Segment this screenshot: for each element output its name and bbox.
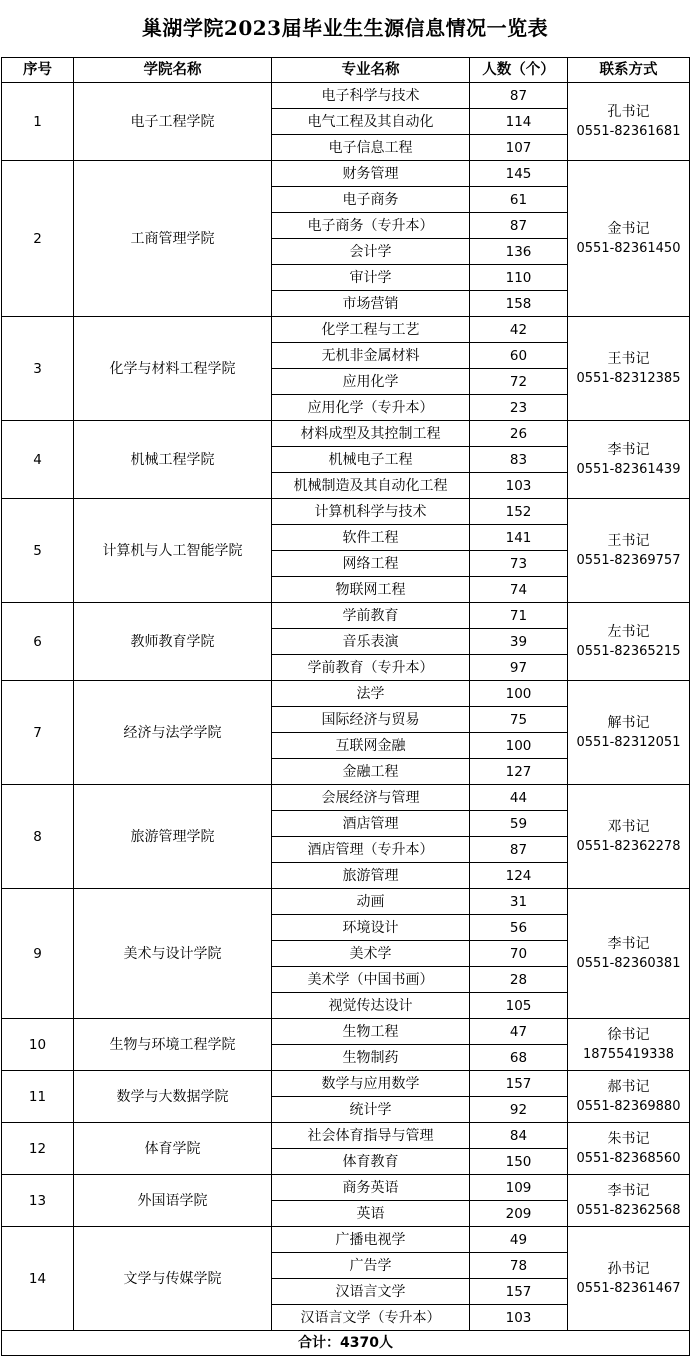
major-name-cell: 动画 — [272, 889, 470, 915]
major-name-cell: 生物工程 — [272, 1019, 470, 1045]
contact-cell — [568, 1227, 690, 1331]
contact-name: 左书记 — [607, 623, 650, 640]
college-index-cell: 6 — [2, 603, 74, 681]
student-count-cell: 26 — [470, 421, 568, 447]
major-name-cell: 法学 — [272, 681, 470, 707]
contact-cell — [568, 317, 690, 421]
major-name-cell: 市场营销 — [272, 291, 470, 317]
major-name-cell: 应用化学（专升本） — [272, 395, 470, 421]
major-name-cell: 电子商务 — [272, 187, 470, 213]
major-name-cell: 学前教育 — [272, 603, 470, 629]
student-count-cell: 109 — [470, 1175, 568, 1201]
contact-name: 李书记 — [607, 1182, 650, 1199]
college-name-cell: 计算机与人工智能学院 — [74, 499, 272, 603]
student-count-cell: 127 — [470, 759, 568, 785]
contact-name: 王书记 — [607, 350, 650, 367]
student-count-cell: 84 — [470, 1123, 568, 1149]
student-count-cell: 47 — [470, 1019, 568, 1045]
major-name-cell: 计算机科学与技术 — [272, 499, 470, 525]
major-name-cell: 网络工程 — [272, 551, 470, 577]
college-name-cell: 电子工程学院 — [74, 83, 272, 161]
contact-cell — [568, 83, 690, 161]
college-index-cell: 1 — [2, 83, 74, 161]
college-index-cell: 10 — [2, 1019, 74, 1071]
contact-phone: 0551-82369880 — [576, 1098, 681, 1114]
table-row — [2, 603, 690, 629]
student-count-cell: 42 — [470, 317, 568, 343]
header-major: 专业名称 — [272, 58, 470, 83]
major-name-cell: 生物制药 — [272, 1045, 470, 1071]
contact-cell — [568, 1175, 690, 1227]
contact-name: 邓书记 — [607, 818, 650, 835]
table-row — [2, 681, 690, 707]
major-name-cell: 化学工程与工艺 — [272, 317, 470, 343]
student-count-cell: 150 — [470, 1149, 568, 1175]
table-row — [2, 83, 690, 109]
contact-name: 李书记 — [607, 935, 650, 952]
contact-name: 李书记 — [607, 441, 650, 458]
college-name-cell: 经济与法学学院 — [74, 681, 272, 785]
major-name-cell: 电子科学与技术 — [272, 83, 470, 109]
major-name-cell: 软件工程 — [272, 525, 470, 551]
contact-phone: 0551-82312385 — [576, 370, 681, 386]
major-name-cell: 旅游管理 — [272, 863, 470, 889]
student-count-cell: 31 — [470, 889, 568, 915]
student-count-cell: 83 — [470, 447, 568, 473]
college-name-cell: 生物与环境工程学院 — [74, 1019, 272, 1071]
student-count-cell: 152 — [470, 499, 568, 525]
contact-cell — [568, 1123, 690, 1175]
contact-name: 朱书记 — [607, 1130, 650, 1147]
student-count-cell: 209 — [470, 1201, 568, 1227]
student-count-cell: 103 — [470, 473, 568, 499]
major-name-cell: 电子信息工程 — [272, 135, 470, 161]
student-count-cell: 110 — [470, 265, 568, 291]
college-index-cell: 4 — [2, 421, 74, 499]
student-count-cell: 92 — [470, 1097, 568, 1123]
college-name-cell: 工商管理学院 — [74, 161, 272, 317]
student-count-cell: 114 — [470, 109, 568, 135]
major-name-cell: 环境设计 — [272, 915, 470, 941]
student-count-cell: 100 — [470, 733, 568, 759]
contact-phone: 0551-82362568 — [576, 1202, 681, 1218]
contact-cell — [568, 889, 690, 1019]
contact-name: 孔书记 — [607, 103, 650, 120]
major-name-cell: 会展经济与管理 — [272, 785, 470, 811]
contact-cell — [568, 681, 690, 785]
major-name-cell: 应用化学 — [272, 369, 470, 395]
student-count-cell: 44 — [470, 785, 568, 811]
student-count-cell: 100 — [470, 681, 568, 707]
major-name-cell: 酒店管理 — [272, 811, 470, 837]
major-name-cell: 汉语言文学（专升本） — [272, 1305, 470, 1331]
student-count-cell: 60 — [470, 343, 568, 369]
student-count-cell: 158 — [470, 291, 568, 317]
student-count-cell: 61 — [470, 187, 568, 213]
contact-name: 金书记 — [607, 220, 650, 237]
major-name-cell: 美术学 — [272, 941, 470, 967]
major-name-cell: 商务英语 — [272, 1175, 470, 1201]
table-body — [2, 83, 690, 1331]
college-index-cell: 12 — [2, 1123, 74, 1175]
table-row — [2, 317, 690, 343]
student-count-cell: 23 — [470, 395, 568, 421]
total-row — [2, 1331, 690, 1356]
college-index-cell: 5 — [2, 499, 74, 603]
major-name-cell: 机械电子工程 — [272, 447, 470, 473]
table-row — [2, 785, 690, 811]
college-name-cell: 机械工程学院 — [74, 421, 272, 499]
student-count-cell: 124 — [470, 863, 568, 889]
major-name-cell: 物联网工程 — [272, 577, 470, 603]
major-name-cell: 社会体育指导与管理 — [272, 1123, 470, 1149]
college-index-cell: 3 — [2, 317, 74, 421]
major-name-cell: 互联网金融 — [272, 733, 470, 759]
header-row — [2, 58, 690, 83]
major-name-cell: 电气工程及其自动化 — [272, 109, 470, 135]
page-title: 巢湖学院2023届毕业生生源信息情况一览表 — [141, 16, 549, 40]
header-contact: 联系方式 — [568, 58, 690, 83]
contact-phone: 0551-82365215 — [576, 643, 681, 659]
student-count-cell: 107 — [470, 135, 568, 161]
college-name-cell: 文学与传媒学院 — [74, 1227, 272, 1331]
table-row — [2, 1071, 690, 1097]
table-row — [2, 889, 690, 915]
contact-phone: 0551-82361439 — [576, 461, 681, 477]
major-name-cell: 数学与应用数学 — [272, 1071, 470, 1097]
student-count-cell: 71 — [470, 603, 568, 629]
table-row — [2, 421, 690, 447]
table-row — [2, 499, 690, 525]
major-name-cell: 美术学（中国书画） — [272, 967, 470, 993]
student-count-cell: 39 — [470, 629, 568, 655]
student-count-cell: 70 — [470, 941, 568, 967]
contact-cell — [568, 1019, 690, 1071]
header-index: 序号 — [2, 58, 74, 83]
college-index-cell: 13 — [2, 1175, 74, 1227]
college-name-cell: 数学与大数据学院 — [74, 1071, 272, 1123]
major-name-cell: 机械制造及其自动化工程 — [272, 473, 470, 499]
college-name-cell: 外国语学院 — [74, 1175, 272, 1227]
contact-phone: 18755419338 — [583, 1046, 674, 1062]
college-index-cell: 7 — [2, 681, 74, 785]
student-count-cell: 87 — [470, 213, 568, 239]
college-name-cell: 教师教育学院 — [74, 603, 272, 681]
header-college: 学院名称 — [74, 58, 272, 83]
header-count: 人数（个） — [470, 58, 568, 83]
major-name-cell: 英语 — [272, 1201, 470, 1227]
contact-phone: 0551-82369757 — [576, 552, 681, 568]
student-count-cell: 59 — [470, 811, 568, 837]
contact-cell — [568, 161, 690, 317]
major-name-cell: 汉语言文学 — [272, 1279, 470, 1305]
student-count-cell: 145 — [470, 161, 568, 187]
contact-phone: 0551-82361681 — [576, 123, 681, 139]
student-count-cell: 97 — [470, 655, 568, 681]
major-name-cell: 金融工程 — [272, 759, 470, 785]
contact-cell — [568, 785, 690, 889]
college-name-cell: 体育学院 — [74, 1123, 272, 1175]
major-name-cell: 体育教育 — [272, 1149, 470, 1175]
student-count-cell: 49 — [470, 1227, 568, 1253]
student-count-cell: 105 — [470, 993, 568, 1019]
major-name-cell: 国际经济与贸易 — [272, 707, 470, 733]
college-name-cell: 化学与材料工程学院 — [74, 317, 272, 421]
major-name-cell: 会计学 — [272, 239, 470, 265]
student-count-cell: 74 — [470, 577, 568, 603]
student-count-cell: 78 — [470, 1253, 568, 1279]
major-name-cell: 广告学 — [272, 1253, 470, 1279]
college-index-cell: 9 — [2, 889, 74, 1019]
student-count-cell: 141 — [470, 525, 568, 551]
student-count-cell: 157 — [470, 1071, 568, 1097]
contact-name: 孙书记 — [607, 1260, 650, 1277]
contact-cell — [568, 1071, 690, 1123]
college-index-cell: 8 — [2, 785, 74, 889]
contact-phone: 0551-82361467 — [576, 1280, 681, 1296]
major-name-cell: 无机非金属材料 — [272, 343, 470, 369]
contact-cell — [568, 499, 690, 603]
student-count-cell: 103 — [470, 1305, 568, 1331]
contact-phone: 0551-82361450 — [576, 240, 681, 256]
major-name-cell: 音乐表演 — [272, 629, 470, 655]
major-name-cell: 视觉传达设计 — [272, 993, 470, 1019]
student-count-cell: 73 — [470, 551, 568, 577]
major-name-cell: 统计学 — [272, 1097, 470, 1123]
contact-name: 徐书记 — [607, 1026, 650, 1043]
major-name-cell: 审计学 — [272, 265, 470, 291]
student-count-cell: 75 — [470, 707, 568, 733]
table-row — [2, 1227, 690, 1253]
contact-cell — [568, 603, 690, 681]
major-name-cell: 酒店管理（专升本） — [272, 837, 470, 863]
table-row — [2, 1123, 690, 1149]
major-name-cell: 广播电视学 — [272, 1227, 470, 1253]
college-name-cell: 美术与设计学院 — [74, 889, 272, 1019]
student-count-cell: 72 — [470, 369, 568, 395]
table-row — [2, 1175, 690, 1201]
contact-phone: 0551-82312051 — [576, 734, 681, 750]
graduate-table — [1, 57, 690, 1356]
student-count-cell: 56 — [470, 915, 568, 941]
major-name-cell: 财务管理 — [272, 161, 470, 187]
college-index-cell: 11 — [2, 1071, 74, 1123]
student-count-cell: 157 — [470, 1279, 568, 1305]
college-name-cell: 旅游管理学院 — [74, 785, 272, 889]
contact-name: 解书记 — [607, 714, 650, 731]
contact-name: 王书记 — [607, 532, 650, 549]
college-index-cell: 2 — [2, 161, 74, 317]
table-row — [2, 161, 690, 187]
contact-phone: 0551-82360381 — [576, 955, 681, 971]
student-count-cell: 87 — [470, 837, 568, 863]
contact-phone: 0551-82368560 — [576, 1150, 681, 1166]
major-name-cell: 材料成型及其控制工程 — [272, 421, 470, 447]
student-count-cell: 68 — [470, 1045, 568, 1071]
total-cell: 合计：4370人 — [2, 1331, 690, 1356]
college-index-cell: 14 — [2, 1227, 74, 1331]
table-row — [2, 1019, 690, 1045]
student-count-cell: 87 — [470, 83, 568, 109]
major-name-cell: 电子商务（专升本） — [272, 213, 470, 239]
contact-name: 郝书记 — [607, 1078, 650, 1095]
contact-cell — [568, 421, 690, 499]
major-name-cell: 学前教育（专升本） — [272, 655, 470, 681]
contact-phone: 0551-82362278 — [576, 838, 681, 854]
student-count-cell: 28 — [470, 967, 568, 993]
student-count-cell: 136 — [470, 239, 568, 265]
